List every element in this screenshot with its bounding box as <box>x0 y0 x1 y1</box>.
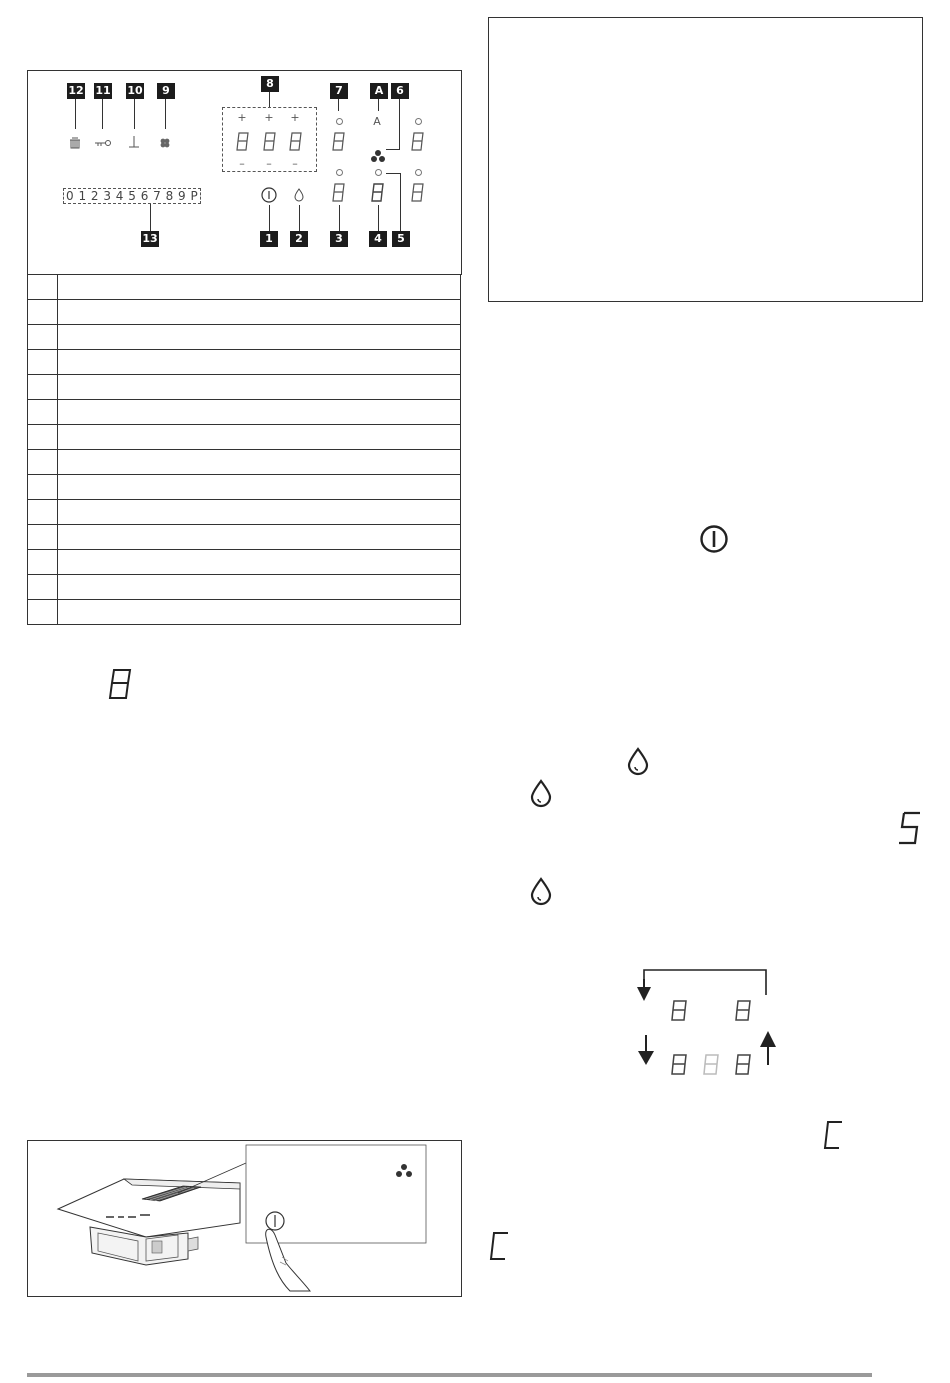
info-box <box>488 17 923 302</box>
key-number-cell <box>28 475 58 500</box>
key-number-cell <box>28 575 58 600</box>
callout-2: 2 <box>290 231 308 247</box>
drop-icon <box>530 779 552 807</box>
key-table-row <box>28 450 461 475</box>
key-number-cell <box>28 425 58 450</box>
key-table-row <box>28 525 461 550</box>
timer-digit-2 <box>263 132 277 152</box>
control-panel-figure <box>27 70 462 275</box>
key-description-cell <box>58 400 461 425</box>
key-table-row <box>28 550 461 575</box>
key-table-row <box>28 275 461 300</box>
callout-10: 10 <box>127 84 143 97</box>
led-3 <box>336 169 343 176</box>
callout-11: 11 <box>95 84 111 97</box>
callout-8: 8 <box>261 76 279 92</box>
led-4 <box>375 169 382 176</box>
key-description-cell <box>58 450 461 475</box>
key-table-row <box>28 575 461 600</box>
key-description-cell <box>58 300 461 325</box>
key-description-cell <box>58 375 461 400</box>
key-number-cell <box>28 275 58 300</box>
plus-1[interactable]: + <box>237 111 247 124</box>
callout-5: 5 <box>392 231 410 247</box>
letter-a: A <box>373 115 381 128</box>
key-description-cell <box>58 525 461 550</box>
drop-icon[interactable] <box>294 188 304 202</box>
key-table-row <box>28 475 461 500</box>
timer-digit-1 <box>236 132 250 152</box>
key-table-row <box>28 425 461 450</box>
key-table-row <box>28 400 461 425</box>
callout-3: 3 <box>330 231 348 247</box>
key-table-row <box>28 375 461 400</box>
key-table-row <box>28 300 461 325</box>
power-level-scale[interactable]: 0 1 2 3 4 5 6 7 8 9 P <box>63 188 201 204</box>
led-right-top <box>415 118 422 125</box>
key-description-cell <box>58 475 461 500</box>
key-description-cell <box>58 500 461 525</box>
zone-digit-right-top <box>411 132 425 152</box>
segment-eight-icon <box>108 668 134 700</box>
callout-12: 12 <box>68 84 84 97</box>
hob-drawing <box>28 1141 463 1298</box>
callout-4: 4 <box>369 231 387 247</box>
key-number-cell <box>28 525 58 550</box>
key-number-cell <box>28 500 58 525</box>
plus-2[interactable]: + <box>264 111 274 124</box>
key-description-cell <box>58 575 461 600</box>
key-table <box>27 274 461 625</box>
hob-illustration <box>27 1140 462 1297</box>
zone-digit-4 <box>371 183 385 203</box>
key-number-cell <box>28 375 58 400</box>
key-table-row <box>28 325 461 350</box>
drop-icon <box>627 747 649 775</box>
key-description-cell <box>58 600 461 625</box>
key-table-row <box>28 500 461 525</box>
cycle-diagram <box>630 965 780 1075</box>
minus-2[interactable]: – <box>266 157 272 170</box>
callout-13: 13 <box>142 232 158 245</box>
pause-icon <box>127 135 141 149</box>
callout-9: 9 <box>157 83 175 99</box>
plus-3[interactable]: + <box>290 111 300 124</box>
key-number-cell <box>28 400 58 425</box>
key-table-row <box>28 350 461 375</box>
led-7 <box>336 118 343 125</box>
key-number-cell <box>28 550 58 575</box>
power-icon <box>699 524 729 554</box>
led-right-bottom <box>415 169 422 176</box>
key-description-cell <box>58 425 461 450</box>
minus-3[interactable]: – <box>292 157 298 170</box>
timer-digit-3 <box>289 132 303 152</box>
key-number-cell <box>28 450 58 475</box>
key-number-cell <box>28 300 58 325</box>
key-lock-icon <box>94 138 112 148</box>
power-icon[interactable] <box>261 187 277 203</box>
key-description-cell <box>58 550 461 575</box>
filter-icon <box>68 136 82 150</box>
segment-c-icon <box>822 1120 844 1150</box>
key-description-cell <box>58 350 461 375</box>
minus-1[interactable]: – <box>239 157 245 170</box>
footer-bar <box>27 1373 872 1377</box>
segment-c-icon <box>488 1231 510 1261</box>
key-description-cell <box>58 275 461 300</box>
zone-digit-right-bottom <box>411 183 425 203</box>
key-number-cell <box>28 600 58 625</box>
zone-digit-7 <box>332 132 346 152</box>
callout-a: A <box>370 83 388 99</box>
key-number-cell <box>28 325 58 350</box>
key-number-cell <box>28 350 58 375</box>
callout-1: 1 <box>260 231 278 247</box>
drop-icon <box>530 877 552 905</box>
segment-five-icon <box>897 811 923 845</box>
key-description-cell <box>58 325 461 350</box>
fan-icon[interactable] <box>370 149 386 163</box>
key-table-row <box>28 600 461 625</box>
zone-digit-3 <box>332 183 346 203</box>
callout-7: 7 <box>330 83 348 99</box>
callout-6: 6 <box>391 83 409 99</box>
bridge-icon <box>158 136 172 150</box>
